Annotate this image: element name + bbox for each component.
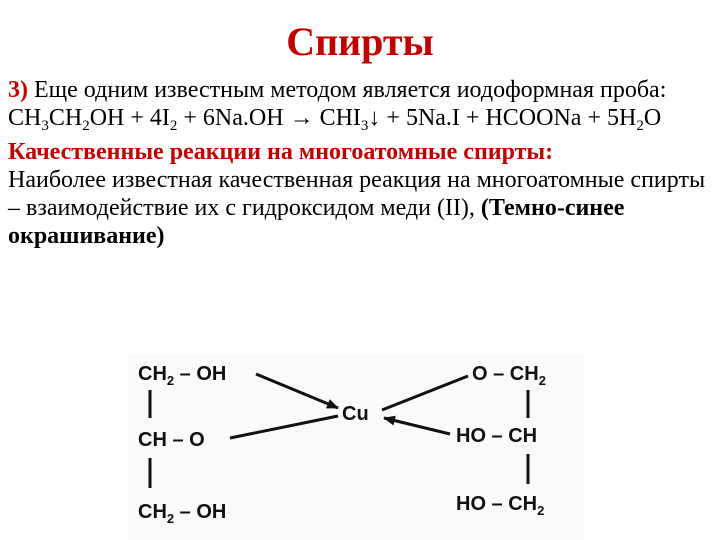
right-mid-group: HO – CH — [456, 425, 538, 447]
left-mid-group: CH – O — [138, 429, 205, 451]
copper-glycerate-diagram — [128, 354, 584, 540]
section-paragraph — [8, 166, 716, 250]
slide-body — [8, 76, 716, 250]
eq-subscript: 2 — [636, 118, 644, 134]
eq-part: CH — [48, 105, 83, 131]
slide-title: Спирты — [286, 19, 434, 64]
eq-part: CH — [8, 105, 42, 131]
eq-part: OH + 4I — [89, 105, 170, 131]
copper-atom: Cu — [342, 403, 369, 425]
section-highlight: (Темно-синее окрашивание) — [8, 195, 625, 249]
eq-part: + 6Na.OH → CHI — [177, 105, 361, 131]
covalent-bond-left — [230, 416, 338, 438]
right-top-group: O – $CH_2$ — [472, 363, 546, 388]
right-bottom-group: HO – $CH_2$ — [456, 493, 545, 518]
coordinate-bond-arrow-left — [256, 374, 338, 408]
item-number: 3) — [8, 77, 28, 103]
section-heading: Качественные реакции на многоатомные спирты: — [8, 139, 554, 165]
left-top-group: $CH_2$ – OH — [138, 363, 227, 388]
left-bottom-group: $CH_2$ – OH — [138, 501, 227, 526]
eq-part: O — [643, 105, 662, 131]
structural-formula — [128, 354, 584, 540]
intro-text: Еще одним известным методом является иодоформная проба: — [34, 77, 667, 103]
section-text: Наиболее известная качественная реакция на многоатомные спирты – взаимодействие их с гидроксидом меди (II), — [8, 167, 706, 221]
eq-subscript: 2 — [169, 118, 178, 134]
covalent-bond-right — [382, 376, 468, 410]
eq-part: ↓ + 5Na.I + HCOONa + 5H — [368, 105, 637, 131]
iodoform-equation — [8, 104, 716, 132]
eq-subscript: 3 — [360, 118, 369, 134]
eq-subscript: 3 — [41, 118, 49, 134]
intro-paragraph — [8, 76, 716, 104]
eq-subscript: 2 — [82, 118, 90, 134]
coordinate-bond-arrow-right — [384, 418, 450, 434]
